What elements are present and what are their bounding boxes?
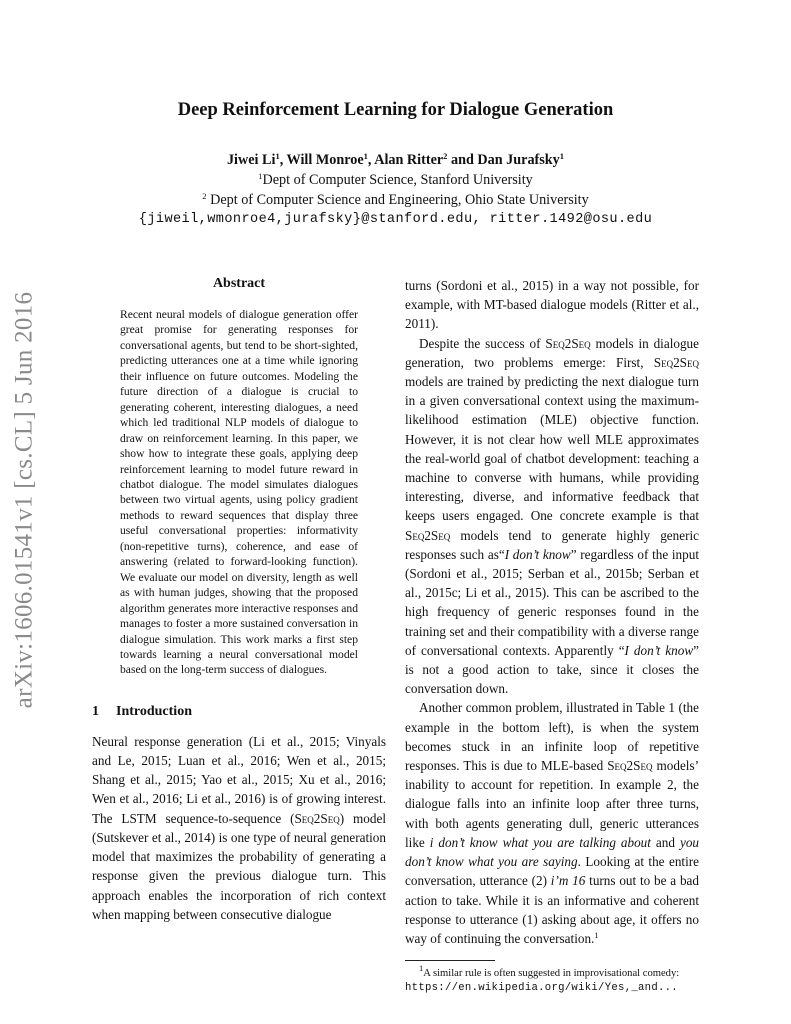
- emphasis: i’m 16: [550, 873, 586, 889]
- affiliation-1: [0, 170, 791, 190]
- footnote-link[interactable]: https://en.wikipedia.org/wiki/Yes,_and...: [405, 982, 678, 995]
- affiliation-text: Dept of Computer Science and Engineering, Ohio State University: [210, 192, 589, 208]
- author-block: [0, 150, 791, 230]
- paragraph-repetition: [405, 698, 699, 948]
- text-run: Another common problem, illustrated in Table 1 (the example in the bottom left), is when the system becomes stuck in an infinite loop of repetitive responses. This is due to MLE-based: [405, 700, 699, 774]
- emphasis: you don’t know what you are saying: [405, 834, 700, 870]
- author-name: Alan Ritter: [374, 152, 444, 168]
- emphasis: I don’t know: [624, 642, 694, 658]
- left-column: [92, 276, 386, 924]
- footnote-number: 1: [419, 963, 424, 974]
- arxiv-identifier-stamp: [4, 285, 44, 715]
- author-name: Will Monroe: [286, 152, 364, 168]
- text-run: ” is not a good action to take, since it closes the conversation down.: [405, 642, 699, 697]
- author-emails: {jiweil,wmonroe4,jurafsky}@stanford.edu, ritter.1492@osu.edu: [138, 212, 653, 227]
- model-name: Seq2Seq: [405, 527, 451, 543]
- model-name: Seq2Seq: [294, 810, 340, 826]
- affiliation-mark: 1: [258, 171, 263, 181]
- abstract-heading: Abstract: [212, 276, 266, 291]
- footnote-divider: [405, 960, 495, 961]
- text-run: models’ inability to account for repetition. In example 2, the dialogue falls into an infinite loop after three turns, with both agents generating dull, generic utterances like: [405, 758, 699, 850]
- paper-title: Deep Reinforcement Learning for Dialogue Generation: [177, 100, 614, 120]
- section-number: 1: [92, 703, 99, 719]
- affiliation-mark: 2: [202, 191, 207, 201]
- paragraph-problems: [405, 334, 699, 699]
- text-run: models in dialogue generation, two problems emerge: First,: [405, 335, 700, 370]
- text-run: . Looking at the entire conversation, utterance (2): [405, 854, 699, 889]
- text-run: turns out to be a bad action to take. While it is an informative and coherent response to utterance (1) asking about age, it offers no way of continuing the conversation.: [405, 873, 699, 946]
- author-conjunction: and: [450, 152, 474, 168]
- affiliation-mark: 2: [443, 151, 448, 161]
- abstract-text: Recent neural models of dialogue generation offer great promise for generating responses for conversational agents, but tend to be short-sighted, predicting utterances one at a time while ignoring their influence on future outcomes. Modeling the future direction of a dialogue is crucial to generating coherent, interesting dialogues, a need which led traditional NLP models of dialogue to draw on reinforcement learning. In this paper, we show how to integrate these goals, applying deep reinforcement learning to model future reward in chatbot dialogue. The model simulates dialogues between two virtual agents, using policy gradient methods to reward sequences that display three useful conversational properties: informativity (non-repetitive turns), coherence, and ease of answering (related to forward-looking function). We evaluate our model on diversity, length as well as with human judges, showing that the proposed algorithm generates more interactive responses and manages to foster a more sustained conversation in dialogue simulation. This work marks a first step towards learning a neural conversational model based on the long-term success of dialogues.: [120, 308, 358, 677]
- affiliation-mark: 1: [559, 151, 565, 161]
- affiliation-mark: 1: [275, 151, 280, 161]
- intro-paragraph: [92, 732, 386, 924]
- text-run: and: [650, 834, 680, 850]
- text-run: models are trained by predicting the next dialogue turn in a given conversational context using the maximum-likelihood estimation (MLE) objective function. However, it is not clear how well MLE approximates the real-world goal of chatbot development: teaching a machine to converse with humans, while providing interesting, diverse, and informative feedback that keeps users engaged. One concrete example is that: [405, 374, 699, 524]
- arxiv-stamp-text: arXiv:1606.01541v1 [cs.CL] 5 Jun 2016: [10, 291, 37, 709]
- section-title: Introduction: [116, 703, 192, 719]
- author-name: Jiwei Li: [226, 152, 276, 168]
- text-run: ” regardless of the input (Sordoni et al., 2015; Serban et al., 2015b; Serban et al., 2015c; Li et al., 2015). This can be ascribed to the high frequency of generic responses found in the training set and their compatibility with a diverse range of conversational contexts. Apparently “: [405, 546, 699, 658]
- footnote-mark: 1: [594, 929, 599, 940]
- model-name: Seq2Seq: [545, 335, 591, 351]
- footnote-text: A similar rule is often suggested in improvisational comedy:: [423, 968, 680, 980]
- right-column: [405, 276, 699, 995]
- text-run: models tend to generate highly generic responses such as“: [405, 527, 699, 562]
- model-name: Seq2Seq: [653, 354, 699, 370]
- section-heading-introduction: [92, 704, 386, 720]
- text-run: Despite the success of: [419, 335, 546, 351]
- affiliation-2: [0, 190, 791, 210]
- author-name: Dan Jurafsky: [477, 152, 560, 168]
- affiliation-mark: 1: [363, 151, 368, 161]
- text-run: Neural response generation (Li et al., 2015; Vinyals and Le, 2015; Luan et al., 2016; Wen et al., 2015; Shang et al., 2015; Yao et al., 2015; Xu et al., 2016; Wen et al., 2016; Li et al., 2016) is of growing interest. The LSTM sequence-to-sequence (: [92, 733, 386, 826]
- footnote: [405, 963, 699, 995]
- continued-paragraph: turns (Sordoni et al., 2015) in a way not possible, for example, with MT-based dialogue models (Ritter et al., 2011).: [405, 278, 699, 332]
- emphasis: I don’t know: [504, 546, 571, 562]
- model-name: Seq2Seq: [607, 758, 653, 774]
- author-names: Jiwei Li$^1$, Will Monroe$^1$, Alan Ritter$^2$ and Dan Jurafsky$^1$: [226, 151, 565, 168]
- emphasis: i don’t know what you are talking about: [429, 834, 651, 850]
- affiliation-text: Dept of Computer Science, Stanford University: [262, 172, 533, 188]
- text-run: ) model (Sutskever et al., 2014) is one type of neural generation model that maximizes the probability of generating a response given the previous dialogue turn. This approach enables the incorporation of rich context when mapping between consecutive dialogue: [92, 810, 386, 922]
